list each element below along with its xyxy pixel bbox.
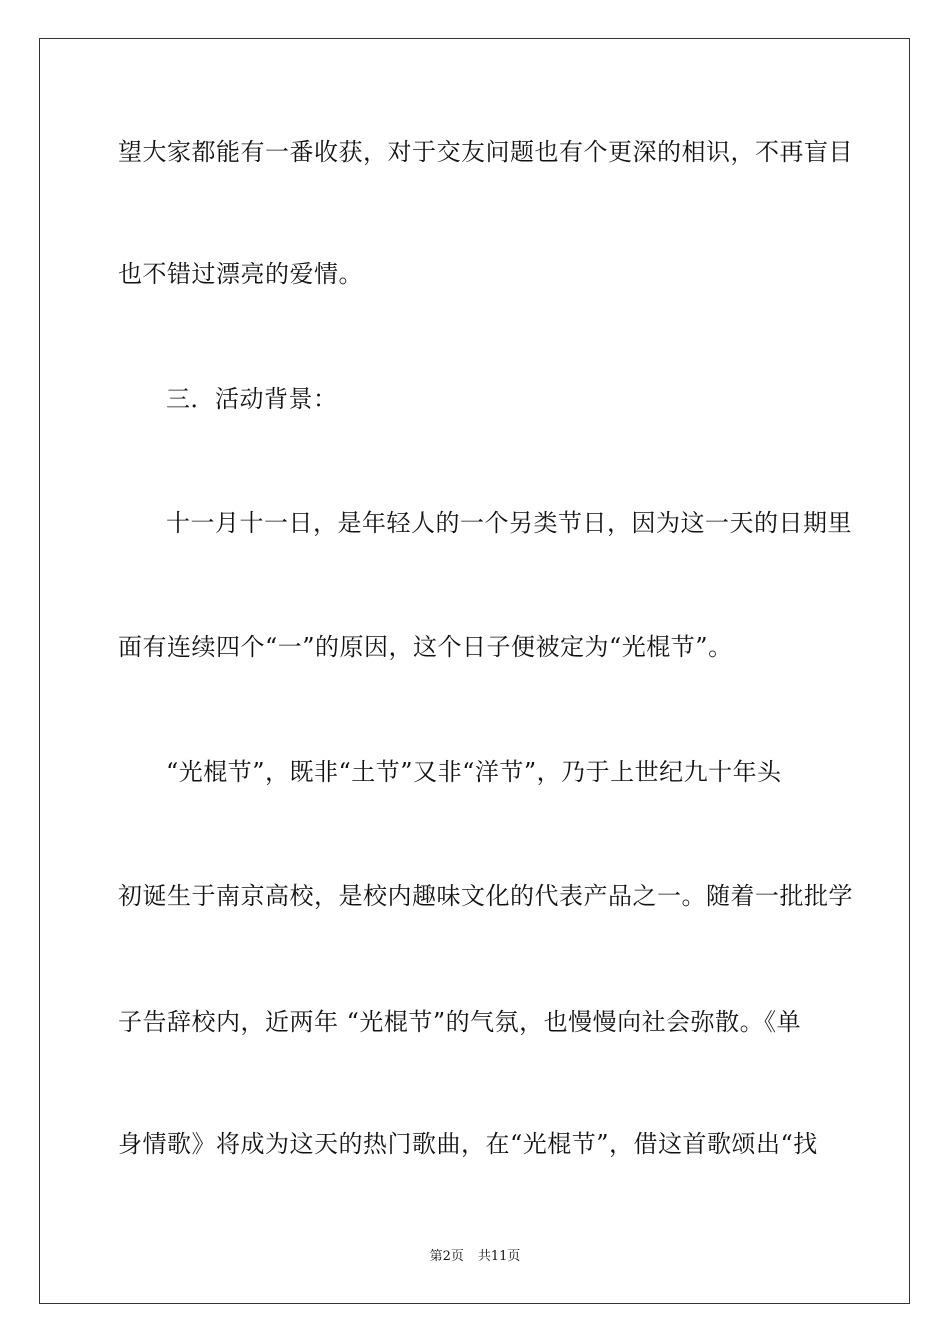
paragraph-line: 子告辞校内，近两年 “光棍节”的气氛，也慢慢向社会弥散。《单	[118, 1008, 802, 1036]
paragraph-line: “光棍节”，既非“土节”又非“洋节”，乃于上世纪九十年头	[166, 758, 782, 786]
page-border	[39, 38, 910, 1304]
paragraph-line: 初诞生于南京高校，是校内趣味文化的代表产品之一。随着一批批学	[118, 882, 853, 910]
paragraph-line: 望大家都能有一番收获，对于交友问题也有个更深的相识，不再盲目	[118, 138, 853, 166]
page-total: 共11页	[477, 1249, 521, 1264]
paragraph-line: 也不错过漂亮的爱情。	[118, 260, 363, 288]
page-number: 第2页	[429, 1249, 464, 1264]
paragraph-line: 面有连续四个“一”的原因，这个日子便被定为“光棍节”。	[118, 633, 733, 661]
page-footer	[0, 1249, 950, 1265]
section-heading: 三．活动背景：	[166, 385, 338, 413]
paragraph-line: 十一月十一日，是年轻人的一个另类节日，因为这一天的日期里	[166, 509, 852, 537]
paragraph-line: 身情歌》将成为这天的热门歌曲，在“光棍节”，借这首歌颂出“找	[118, 1130, 818, 1158]
